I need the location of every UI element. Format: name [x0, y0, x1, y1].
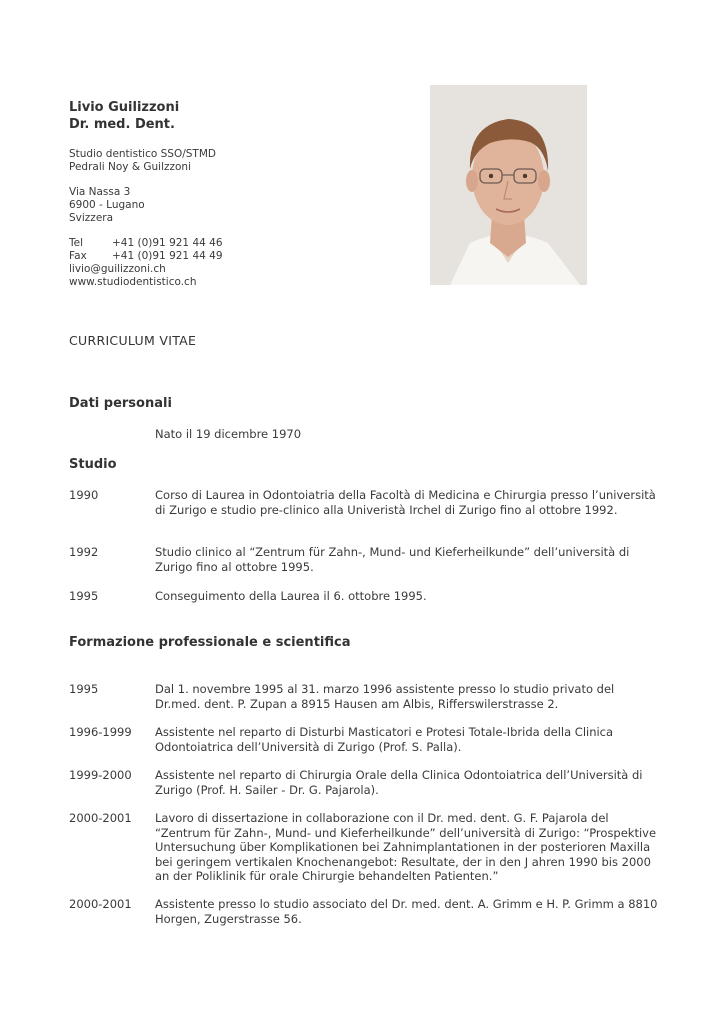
address-city: 6900 - Lugano: [69, 199, 145, 211]
website-link[interactable]: www.studiodentistico.ch: [69, 276, 197, 288]
studio-partners: Pedrali Noy & Guilzzoni: [69, 161, 192, 173]
entry-text: Assistente nel reparto di Disturbi Masticatori e Protesi Totale-Ibrida della Clinica Odontoiatrica dell’Università di Zurigo (Prof. S. Palla).: [155, 725, 614, 754]
entry-text: Conseguimento della Laurea il 6. ottobre 1995.: [155, 589, 427, 603]
entry-year: 1995: [69, 682, 99, 696]
entry-text: Dal 1. novembre 1995 al 31. marzo 1996 assistente presso lo studio privato del Dr.med. dent. P. Zupan a 8915 Hausen am Albis, Rifferswilerstrasse 2.: [155, 682, 615, 711]
email-link[interactable]: livio@guilizzoni.ch: [69, 263, 166, 275]
profile-photo: [430, 85, 587, 285]
section-heading-studio: Studio: [69, 457, 117, 472]
tel-label: Tel: [69, 237, 84, 249]
person-title: Dr. med. Dent.: [69, 117, 175, 132]
section-heading-formazione: Formazione professionale e scientifica: [69, 635, 351, 650]
entry-year: 2000-2001: [69, 811, 132, 825]
studio-block: [69, 148, 216, 174]
header-name-block: [69, 99, 179, 133]
studio-entry: [69, 488, 659, 517]
address-street: Via Nassa 3: [69, 186, 131, 198]
formazione-entry: [69, 682, 659, 711]
entry-year: 1999-2000: [69, 768, 132, 782]
entry-text: Corso di Laurea in Odontoiatria della Facoltà di Medicina e Chirurgia presso l’università di Zurigo e studio pre-clinico alla Univeristà Irchel di Zurigo fino al ottobre 1992.: [155, 488, 656, 517]
formazione-entry: [69, 897, 659, 926]
person-name: Livio Guilizzoni: [69, 100, 180, 115]
studio-entry: [69, 545, 659, 574]
entry-year: 1996-1999: [69, 725, 132, 739]
address-block: [69, 186, 145, 225]
tel-row: [69, 237, 223, 250]
entry-text: Lavoro di dissertazione in collaborazione con il Dr. med. dent. G. F. Pajarola del “Zentrum für Zahn-, Mund- und Kieferheilkunde” dell’università di Zurigo: “Prospektive Untersuchung über Komplikationen bei Zahnimplantationen in der posterioren Maxilla bei geringem vertikalen Knochenangebot: Resultate, der in den J ahren 1990 bis 2000 an der Poliklinik für orale Chirurgie behandelten Patienten.”: [155, 811, 657, 883]
studio-entry: [69, 589, 659, 604]
tel-value: +41 (0)91 921 44 46: [112, 237, 223, 249]
entry-year: 1992: [69, 545, 99, 559]
entry-year: 1995: [69, 589, 99, 603]
section-heading-personal: Dati personali: [69, 396, 172, 411]
entry-text: Assistente nel reparto di Chirurgia Orale della Clinica Odontoiatrica dell’Università di Zurigo (Prof. H. Sailer - Dr. G. Pajarola).: [155, 768, 643, 797]
studio-name: Studio dentistico SSO/STMD: [69, 148, 216, 160]
formazione-entry: [69, 768, 659, 797]
formazione-entry: [69, 811, 659, 884]
entry-text: Studio clinico al “Zentrum für Zahn-, Mund- und Kieferheilkunde” dell’università di Zurigo fino al ottobre 1995.: [155, 545, 630, 574]
birth-date: Nato il 19 dicembre 1970: [155, 427, 302, 441]
contact-block: [69, 237, 223, 289]
entry-text: Assistente presso lo studio associato del Dr. med. dent. A. Grimm e H. P. Grimm a 8810 Horgen, Zugerstrasse 56.: [155, 897, 658, 926]
fax-value: +41 (0)91 921 44 49: [112, 250, 223, 262]
address-country: Svizzera: [69, 212, 114, 224]
formazione-entry: [69, 725, 659, 754]
portrait-image: [430, 85, 587, 285]
fax-label: Fax: [69, 250, 87, 262]
fax-row: [69, 250, 223, 263]
entry-year: 2000-2001: [69, 897, 132, 911]
cv-title: CURRICULUM VITAE: [69, 333, 197, 348]
entry-year: 1990: [69, 488, 99, 502]
